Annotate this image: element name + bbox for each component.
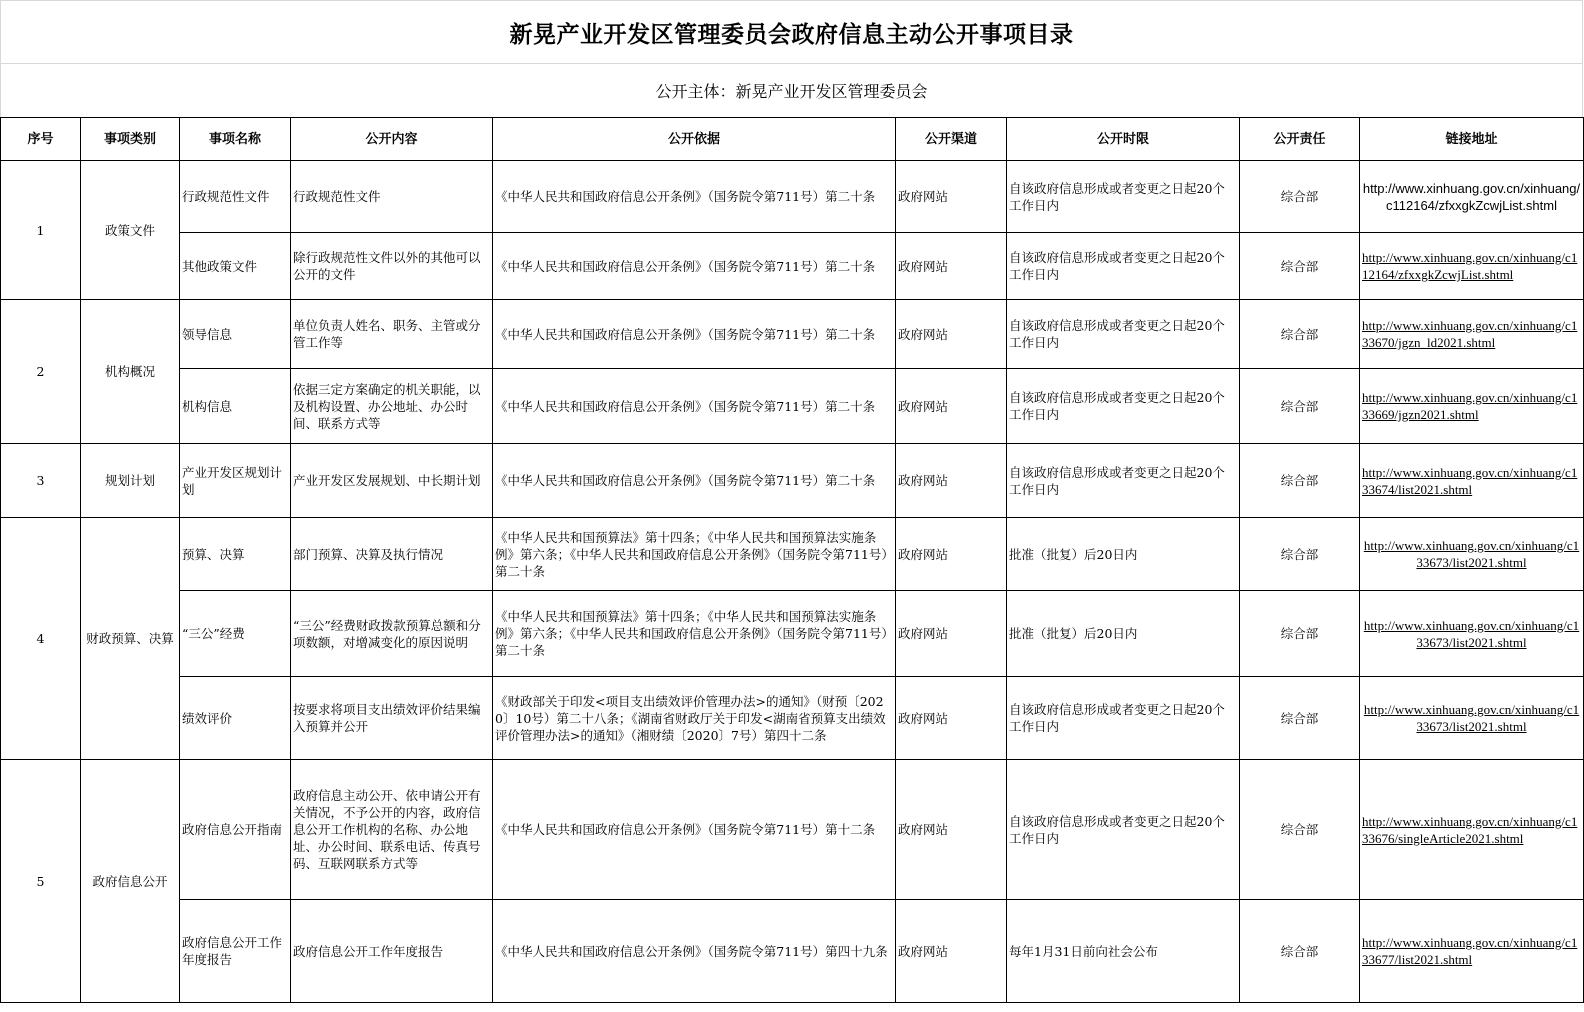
item-name-cell: 其他政策文件 bbox=[180, 233, 291, 300]
item-name-cell: 预算、决算 bbox=[180, 518, 291, 591]
content-cell: 单位负责人姓名、职务、主管或分管工作等 bbox=[291, 300, 493, 369]
subtitle-row bbox=[0, 63, 1583, 117]
channel-cell: 政府网站 bbox=[896, 677, 1007, 760]
link-cell bbox=[1360, 591, 1584, 677]
header-duty: 公开责任 bbox=[1240, 118, 1360, 161]
category-cell: 政策文件 bbox=[81, 161, 180, 300]
link-text[interactable]: http://www.xinhuang.gov.cn/xinhuang/c112164/zfxxgkZcwjList.shtml bbox=[1362, 250, 1578, 282]
channel-cell: 政府网站 bbox=[896, 300, 1007, 369]
basis-cell: 《中华人民共和国政府信息公开条例》（国务院令第711号）第二十条 bbox=[493, 233, 896, 300]
header-row bbox=[1, 118, 1584, 161]
channel-cell: 政府网站 bbox=[896, 444, 1007, 518]
content-cell: 除行政规范性文件以外的其他可以公开的文件 bbox=[291, 233, 493, 300]
duty-cell: 综合部 bbox=[1240, 369, 1360, 444]
deadline-cell: 自该政府信息形成或者变更之日起20个工作日内 bbox=[1007, 444, 1240, 518]
row-number: 3 bbox=[1, 444, 81, 518]
basis-cell: 《中华人民共和国政府信息公开条例》（国务院令第711号）第二十条 bbox=[493, 444, 896, 518]
link-text[interactable]: http://www.xinhuang.gov.cn/xinhuang/c133673/list2021.shtml bbox=[1363, 617, 1580, 650]
row-number: 1 bbox=[1, 161, 81, 300]
deadline-cell: 批准（批复）后20日内 bbox=[1007, 518, 1240, 591]
channel-cell: 政府网站 bbox=[896, 161, 1007, 233]
channel-cell: 政府网站 bbox=[896, 369, 1007, 444]
link-cell bbox=[1360, 518, 1584, 591]
duty-cell: 综合部 bbox=[1240, 518, 1360, 591]
item-name-cell: 绩效评价 bbox=[180, 677, 291, 760]
table-row bbox=[1, 444, 1584, 518]
item-name-cell: 产业开发区规划计划 bbox=[180, 444, 291, 518]
link-text[interactable]: http://www.xinhuang.gov.cn/xinhuang/c133673/list2021.shtml bbox=[1363, 538, 1580, 570]
basis-cell: 《中华人民共和国政府信息公开条例》（国务院令第711号）第二十条 bbox=[493, 369, 896, 444]
table-row bbox=[1, 233, 1584, 300]
content-cell: 政府信息主动公开、依申请公开有关情况，不予公开的内容，政府信息公开工作机构的名称、办公地址、办公时间、联系电话、传真号码、互联网联系方式等 bbox=[291, 760, 493, 900]
basis-cell: 《中华人民共和国政府信息公开条例》（国务院令第711号）第十二条 bbox=[493, 760, 896, 900]
channel-cell: 政府网站 bbox=[896, 760, 1007, 900]
header-content: 公开内容 bbox=[291, 118, 493, 161]
catalog-table bbox=[0, 117, 1584, 1003]
category-cell: 财政预算、决算 bbox=[81, 518, 180, 760]
content-cell: 行政规范性文件 bbox=[291, 161, 493, 233]
channel-cell: 政府网站 bbox=[896, 233, 1007, 300]
link-text[interactable]: http://www.xinhuang.gov.cn/xinhuang/c133669/jgzn2021.shtml bbox=[1362, 390, 1578, 422]
basis-cell: 《中华人民共和国政府信息公开条例》（国务院令第711号）第四十九条 bbox=[493, 900, 896, 1003]
deadline-cell: 自该政府信息形成或者变更之日起20个工作日内 bbox=[1007, 300, 1240, 369]
content-cell: 依据三定方案确定的机关职能，以及机构设置、办公地址、办公时间、联系方式等 bbox=[291, 369, 493, 444]
category-cell: 规划计划 bbox=[81, 444, 180, 518]
link-text[interactable]: http://www.xinhuang.gov.cn/xinhuang/c133674/list2021.shtml bbox=[1362, 464, 1578, 497]
table-row bbox=[1, 161, 1584, 233]
category-cell: 政府信息公开 bbox=[81, 760, 180, 1003]
basis-cell: 《财政部关于印发<项目支出绩效评价管理办法>的通知》（财预〔2020〕10号）第二十八条；《湖南省财政厅关于印发<湖南省预算支出绩效评价管理办法>的通知》（湘财绩〔2020〕7号）第四十二条 bbox=[493, 677, 896, 760]
item-name-cell: 机构信息 bbox=[180, 369, 291, 444]
content-cell: 政府信息公开工作年度报告 bbox=[291, 900, 493, 1003]
channel-cell: 政府网站 bbox=[896, 591, 1007, 677]
item-name-cell: 政府信息公开工作年度报告 bbox=[180, 900, 291, 1003]
header-no: 序号 bbox=[1, 118, 81, 161]
table-row bbox=[1, 369, 1584, 444]
table-row bbox=[1, 760, 1584, 900]
duty-cell: 综合部 bbox=[1240, 444, 1360, 518]
page-title: 新晃产业开发区管理委员会政府信息主动公开事项目录 bbox=[509, 20, 1074, 48]
item-name-cell: 政府信息公开指南 bbox=[180, 760, 291, 900]
link-cell bbox=[1360, 444, 1584, 518]
table-row bbox=[1, 300, 1584, 369]
link-text[interactable]: http://www.xinhuang.gov.cn/xinhuang/c133677/list2021.shtml bbox=[1362, 935, 1578, 967]
deadline-cell: 批准（批复）后20日内 bbox=[1007, 591, 1240, 677]
row-number: 4 bbox=[1, 518, 81, 760]
table-row bbox=[1, 518, 1584, 591]
deadline-cell: 自该政府信息形成或者变更之日起20个工作日内 bbox=[1007, 677, 1240, 760]
content-cell: 部门预算、决算及执行情况 bbox=[291, 518, 493, 591]
table-row bbox=[1, 900, 1584, 1003]
link-cell bbox=[1360, 369, 1584, 444]
link-cell bbox=[1360, 900, 1584, 1003]
deadline-cell: 自该政府信息形成或者变更之日起20个工作日内 bbox=[1007, 161, 1240, 233]
basis-cell: 《中华人民共和国预算法》第十四条；《中华人民共和国预算法实施条例》第六条；《中华人民共和国政府信息公开条例》（国务院令第711号）第二十条 bbox=[493, 518, 896, 591]
duty-cell: 综合部 bbox=[1240, 233, 1360, 300]
deadline-cell: 自该政府信息形成或者变更之日起20个工作日内 bbox=[1007, 233, 1240, 300]
content-cell: “三公”经费财政拨款预算总额和分项数额，对增减变化的原因说明 bbox=[291, 591, 493, 677]
channel-cell: 政府网站 bbox=[896, 900, 1007, 1003]
content-cell: 按要求将项目支出绩效评价结果编入预算并公开 bbox=[291, 677, 493, 760]
header-channel: 公开渠道 bbox=[896, 118, 1007, 161]
header-basis: 公开依据 bbox=[493, 118, 896, 161]
duty-cell: 综合部 bbox=[1240, 300, 1360, 369]
duty-cell: 综合部 bbox=[1240, 760, 1360, 900]
link-cell bbox=[1360, 300, 1584, 369]
table-row bbox=[1, 677, 1584, 760]
category-cell: 机构概况 bbox=[81, 300, 180, 444]
header-category: 事项类别 bbox=[81, 118, 180, 161]
link-text[interactable]: http://www.xinhuang.gov.cn/xinhuang/c112164/zfxxgkZcwjList.shtml bbox=[1362, 180, 1581, 213]
link-cell bbox=[1360, 161, 1584, 233]
deadline-cell: 每年1月31日前向社会公布 bbox=[1007, 900, 1240, 1003]
publisher-subtitle: 公开主体：新晃产业开发区管理委员会 bbox=[655, 82, 928, 101]
row-number: 5 bbox=[1, 760, 81, 1003]
item-name-cell: 领导信息 bbox=[180, 300, 291, 369]
link-text[interactable]: http://www.xinhuang.gov.cn/xinhuang/c133670/jgzn_ld2021.shtml bbox=[1362, 318, 1578, 350]
header-item-name: 事项名称 bbox=[180, 118, 291, 161]
deadline-cell: 自该政府信息形成或者变更之日起20个工作日内 bbox=[1007, 760, 1240, 900]
basis-cell: 《中华人民共和国预算法》第十四条；《中华人民共和国预算法实施条例》第六条；《中华人民共和国政府信息公开条例》（国务院令第711号）第二十条 bbox=[493, 591, 896, 677]
link-cell bbox=[1360, 760, 1584, 900]
duty-cell: 综合部 bbox=[1240, 161, 1360, 233]
duty-cell: 综合部 bbox=[1240, 677, 1360, 760]
link-text[interactable]: http://www.xinhuang.gov.cn/xinhuang/c133673/list2021.shtml bbox=[1363, 702, 1580, 734]
header-link: 链接地址 bbox=[1360, 118, 1584, 161]
header-deadline: 公开时限 bbox=[1007, 118, 1240, 161]
duty-cell: 综合部 bbox=[1240, 900, 1360, 1003]
channel-cell: 政府网站 bbox=[896, 518, 1007, 591]
basis-cell: 《中华人民共和国政府信息公开条例》（国务院令第711号）第二十条 bbox=[493, 161, 896, 233]
link-text[interactable]: http://www.xinhuang.gov.cn/xinhuang/c133676/singleArticle2021.shtml bbox=[1362, 813, 1578, 846]
content-cell: 产业开发区发展规划、中长期计划 bbox=[291, 444, 493, 518]
item-name-cell: 行政规范性文件 bbox=[180, 161, 291, 233]
link-cell bbox=[1360, 677, 1584, 760]
table-row bbox=[1, 591, 1584, 677]
item-name-cell: “三公”经费 bbox=[180, 591, 291, 677]
duty-cell: 综合部 bbox=[1240, 591, 1360, 677]
deadline-cell: 自该政府信息形成或者变更之日起20个工作日内 bbox=[1007, 369, 1240, 444]
row-number: 2 bbox=[1, 300, 81, 444]
link-cell bbox=[1360, 233, 1584, 300]
basis-cell: 《中华人民共和国政府信息公开条例》（国务院令第711号）第二十条 bbox=[493, 300, 896, 369]
title-row bbox=[0, 0, 1583, 63]
